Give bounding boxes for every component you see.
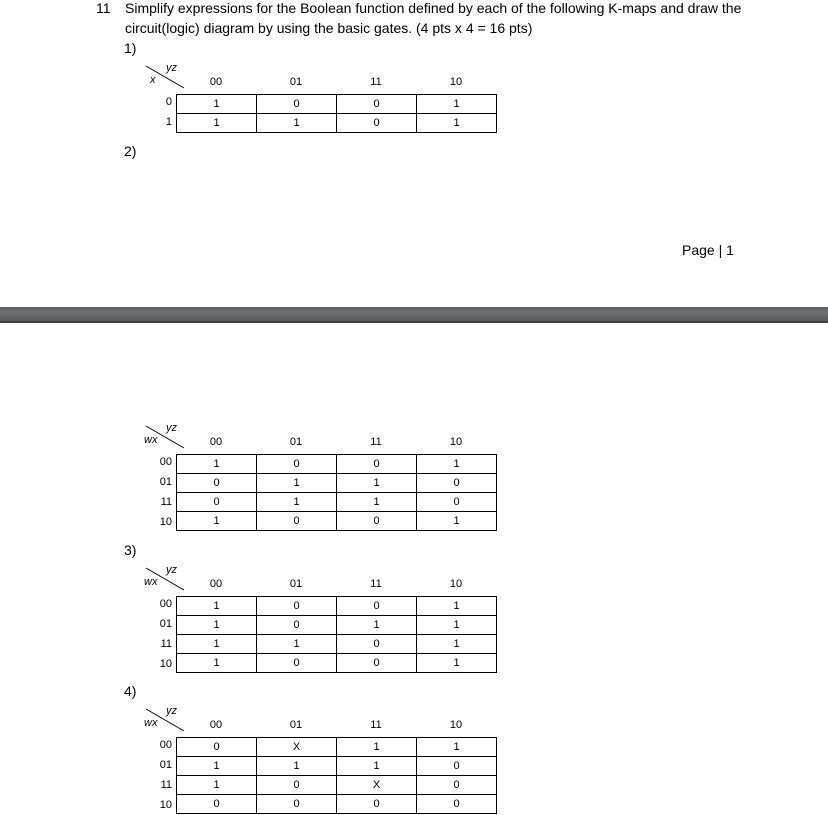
question-text-line-2: circuit(logic) diagram by using the basic gates. (4 pts x 4 = 16 pts) [125,20,533,36]
kmap-column-variable: yz [166,62,177,74]
kmap-row [177,757,497,776]
kmap-column-variable: yz [166,705,177,717]
kmap-cell: 0 [257,455,337,474]
kmap-cell: 1 [417,114,497,133]
kmap-row-header: 11 [160,496,172,508]
kmap-row [177,95,497,114]
kmap-cell: 0 [177,493,257,512]
kmap-row-header: 00 [159,456,172,468]
kmap-cell: 0 [417,757,497,776]
kmap-row-variable: x [150,74,156,86]
kmap-cell: X [337,776,417,795]
kmap-column-header: 11 [370,578,382,590]
kmap-row-header: 11 [160,638,172,650]
kmap-cell: 1 [257,493,337,512]
kmap-row-header: 00 [159,598,172,610]
kmap-cell: 0 [337,597,417,616]
kmap-row-variable: wx [144,717,158,729]
kmap-column-header: 10 [449,76,463,88]
kmap-grid [176,454,497,531]
kmap-cell: 0 [337,512,417,531]
kmap-cell: 1 [177,654,257,673]
kmap-cell: 1 [337,616,417,635]
kmap-cell: 1 [417,597,497,616]
kmap-cell: 0 [257,616,337,635]
kmap-cell: 1 [337,474,417,493]
kmap-cell: 0 [417,776,497,795]
kmap-cell: 0 [337,455,417,474]
kmap-column-variable: yz [166,422,177,434]
kmap-cell: 1 [417,616,497,635]
kmap-column-header: 01 [289,578,303,590]
part-label-3: 3) [124,542,137,558]
kmap-row [177,114,497,133]
kmap-cell: 0 [337,114,417,133]
kmap-row [177,455,497,474]
kmap-cell: 1 [417,635,497,654]
kmap-cell: 1 [177,616,257,635]
kmap-cell: 1 [417,738,497,757]
kmap-cell: 0 [417,493,497,512]
part-label-4: 4) [124,683,137,699]
kmap-cell: X [257,738,337,757]
kmap-cell: 0 [177,474,257,493]
page-footer: Page | 1 [682,242,734,258]
kmap-cell: 1 [417,455,497,474]
question-text-line-1: Simplify expressions for the Boolean function defined by each of the following K-maps and draw the [125,0,742,16]
kmap-grid [176,94,497,133]
kmap-cell: 0 [257,654,337,673]
kmap-row-header: 10 [159,658,172,670]
kmap-row-variable: wx [144,576,158,588]
kmap-cell: 0 [337,635,417,654]
kmap-column-header: 11 [370,76,382,88]
kmap-cell: 0 [337,95,417,114]
kmap-cell: 1 [417,512,497,531]
kmap-grid [176,596,497,673]
kmap-column-header: 11 [370,719,382,731]
kmap-cell: 1 [257,474,337,493]
kmap-row-header: 00 [159,739,172,751]
kmap-cell: 0 [257,95,337,114]
kmap-row [177,493,497,512]
kmap-row [177,616,497,635]
kmap-cell: 0 [257,512,337,531]
kmap-column-header: 00 [209,76,223,88]
kmap-cell: 1 [257,635,337,654]
kmap-row-variable: wx [144,434,158,446]
kmap-cell: 1 [177,455,257,474]
kmap-cell: 1 [177,757,257,776]
kmap-cell: 1 [417,654,497,673]
kmap-row [177,474,497,493]
part-label-1: 1) [124,40,137,56]
kmap-cell: 0 [417,795,497,814]
question-number: 11 [96,0,111,16]
kmap-cell: 1 [177,95,257,114]
kmap-row-header: 01 [159,759,172,771]
kmap-row [177,635,497,654]
kmap-cell: 0 [177,795,257,814]
kmap-cell: 1 [337,493,417,512]
kmap-column-header: 10 [449,719,463,731]
kmap-row-header: 01 [159,618,172,630]
kmap-cell: 1 [177,597,257,616]
kmap-cell: 1 [417,95,497,114]
kmap-cell: 0 [257,795,337,814]
kmap-column-header: 00 [209,436,223,448]
kmap-row [177,654,497,673]
kmap-cell: 0 [417,474,497,493]
kmap-row [177,512,497,531]
kmap-column-header: 11 [370,436,382,448]
kmap-row-header: 10 [159,799,172,811]
kmap-cell: 1 [177,512,257,531]
kmap-cell: 1 [337,757,417,776]
kmap-cell: 1 [337,738,417,757]
kmap-cell: 1 [177,776,257,795]
kmap-row-header: 1 [165,116,172,128]
kmap-cell: 0 [177,738,257,757]
kmap-column-header: 00 [209,578,223,590]
kmap-row [177,776,497,795]
page-separator [0,307,828,323]
kmap-cell: 1 [177,635,257,654]
kmap-cell: 0 [337,654,417,673]
part-label-2: 2) [124,143,137,159]
kmap-column-variable: yz [166,564,177,576]
kmap-row [177,795,497,814]
kmap-cell: 1 [257,114,337,133]
kmap-column-header: 01 [289,719,303,731]
kmap-column-header: 10 [449,436,463,448]
kmap-cell: 1 [257,757,337,776]
kmap-row-header: 01 [159,476,172,488]
kmap-row-header: 10 [159,516,172,528]
kmap-cell: 1 [177,114,257,133]
kmap-column-header: 00 [209,719,223,731]
kmap-cell: 0 [257,597,337,616]
kmap-grid [176,737,497,814]
kmap-column-header: 01 [289,76,303,88]
kmap-cell: 0 [337,795,417,814]
kmap-column-header: 01 [289,436,303,448]
kmap-row-header: 0 [165,96,172,108]
kmap-cell: 0 [257,776,337,795]
kmap-row [177,597,497,616]
kmap-row [177,738,497,757]
kmap-row-header: 11 [160,779,172,791]
kmap-column-header: 10 [449,578,463,590]
